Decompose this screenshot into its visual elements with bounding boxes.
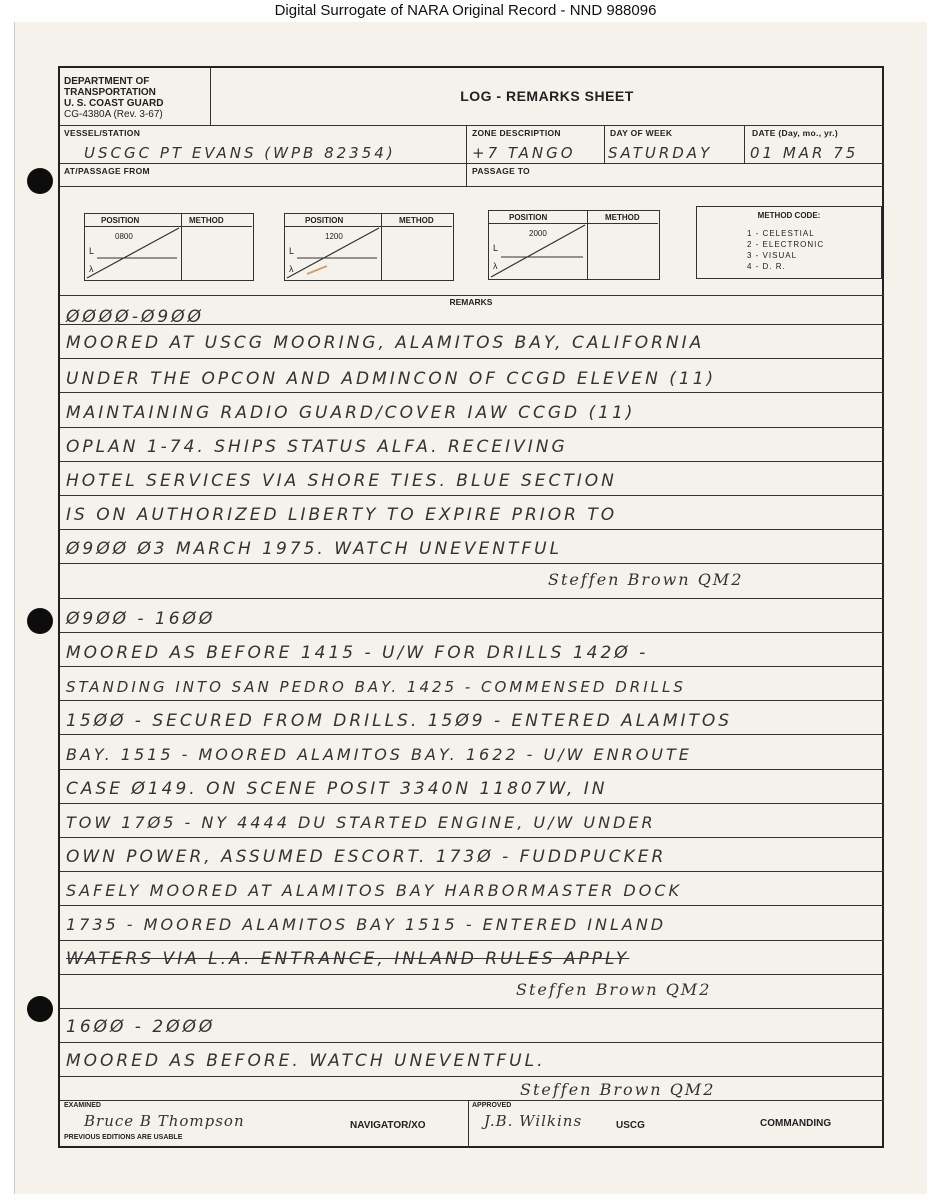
remarks-line: Ø9ØØ Ø3 MARCH 1975. WATCH UNEVENTFUL (66, 539, 563, 559)
binder-hole (27, 608, 53, 634)
longitude-mark: λ (493, 261, 498, 271)
remarks-line: 1735 - MOORED ALAMITOS BAY 1515 - ENTERED INLAND (66, 915, 667, 934)
position-diagonal (489, 223, 587, 279)
remarks-line: STANDING INTO SAN PEDRO BAY. 1425 - COMMENSED DRILLS (66, 678, 686, 696)
ruled-line (60, 700, 884, 701)
zone-value: +7 TANGO (472, 144, 576, 162)
longitude-mark: λ (289, 264, 294, 274)
sheet-title: LOG - REMARKS SHEET (460, 88, 634, 104)
ruled-line (60, 905, 884, 906)
ruled-line (60, 529, 884, 530)
method-code-item: 2 - ELECTRONIC (747, 240, 825, 249)
position-box-1200 (284, 213, 454, 281)
ruled-line (60, 358, 884, 359)
remarks-line: MOORED AS BEFORE. WATCH UNEVENTFUL. (66, 1051, 546, 1071)
position-diagonal (85, 226, 181, 280)
method-label: METHOD (605, 213, 640, 222)
method-code-item: 3 - VISUAL (747, 251, 798, 260)
ruled-line (60, 563, 884, 564)
day-label: DAY OF WEEK (610, 128, 673, 138)
ruled-line (60, 871, 884, 872)
remarks-line: OWN POWER, ASSUMED ESCORT. 173Ø - FUDDPUCKER (66, 847, 667, 867)
ruled-line (60, 769, 884, 770)
binder-hole (27, 996, 53, 1022)
approver-signature: J.B. Wilkins (484, 1112, 583, 1130)
remarks-line: MAINTAINING RADIO GUARD/COVER IAW CCGD (11) (66, 403, 636, 423)
longitude-mark: λ (89, 264, 94, 274)
method-label: METHOD (399, 216, 434, 225)
remarks-line: MOORED AT USCG MOORING, ALAMITOS BAY, CALIFORNIA (66, 333, 705, 353)
ruled-line (60, 666, 884, 667)
ruled-line (60, 632, 884, 633)
method-code-item: 4 - D. R. (747, 262, 786, 271)
examined-label: EXAMINED (64, 1102, 101, 1109)
remarks-line: Ø9ØØ - 16ØØ (66, 609, 216, 629)
method-code-item: 1 - CELESTIAL (747, 229, 815, 238)
vessel-value: USCGC PT EVANS (WPB 82354) (84, 144, 396, 162)
remarks-line: SAFELY MOORED AT ALAMITOS BAY HARBORMASTER DOCK (66, 881, 682, 900)
remarks-line: BAY. 1515 - MOORED ALAMITOS BAY. 1622 - U/W ENROUTE (66, 745, 692, 764)
ruled-line (60, 598, 884, 599)
method-code-legend (696, 206, 882, 279)
remarks-line: 15ØØ - SECURED FROM DRILLS. 15Ø9 - ENTERED ALAMITOS (66, 711, 733, 731)
agency-line: TRANSPORTATION (64, 87, 156, 98)
watch-officer-signature: Steffen Brown QM2 (548, 570, 744, 589)
date-value: 01 MAR 75 (750, 144, 859, 162)
passage-to-label: PASSAGE TO (472, 166, 530, 176)
navigator-xo-label: NAVIGATOR/XO (350, 1120, 426, 1131)
remarks-line: UNDER THE OPCON AND ADMINCON OF CCGD ELEVEN (11) (66, 369, 717, 389)
remarks-line: TOW 17Ø5 - NY 4444 DU STARTED ENGINE, U/W UNDER (66, 813, 656, 832)
remarks-line: OPLAN 1-74. SHIPS STATUS ALFA. RECEIVING (66, 437, 568, 457)
agency-line: U. S. COAST GUARD (64, 98, 164, 109)
ruled-line (60, 734, 884, 735)
day-value: SATURDAY (608, 144, 713, 162)
remarks-label: REMARKS (449, 297, 493, 307)
remarks-line: ØØØØ-Ø9ØØ (66, 307, 204, 327)
nara-banner: Digital Surrogate of NARA Original Record - NND 988096 (274, 2, 657, 19)
position-box-0800 (84, 213, 254, 281)
ruled-line (60, 837, 884, 838)
method-code-title: METHOD CODE: (757, 211, 821, 220)
method-label: METHOD (189, 216, 224, 225)
ruled-line (60, 461, 884, 462)
agency-line: DEPARTMENT OF (64, 76, 150, 87)
examiner-signature: Bruce B Thompson (84, 1112, 245, 1130)
binder-hole (27, 168, 53, 194)
position-label: POSITION (101, 216, 140, 225)
position-time: 2000 (529, 229, 547, 238)
latitude-mark: L (289, 246, 295, 256)
latitude-mark: L (89, 246, 95, 256)
position-time: 1200 (325, 232, 343, 241)
ruled-line (60, 495, 884, 496)
remarks-line: MOORED AS BEFORE 1415 - U/W FOR DRILLS 142Ø - (66, 643, 649, 663)
remarks-line-struck: WATERS VIA L.A. ENTRANCE, INLAND RULES APPLY (66, 949, 630, 969)
ruled-line (60, 1076, 884, 1077)
ruled-line (60, 940, 884, 941)
log-remarks-form (58, 66, 884, 1148)
position-box-2000 (488, 210, 660, 280)
position-label: POSITION (509, 213, 548, 222)
ruled-line (60, 1008, 884, 1009)
remarks-line: IS ON AUTHORIZED LIBERTY TO EXPIRE PRIOR TO (66, 505, 618, 525)
ruled-line (60, 427, 884, 428)
vessel-label: VESSEL/STATION (64, 128, 141, 138)
previous-editions-note: PREVIOUS EDITIONS ARE USABLE (64, 1134, 183, 1141)
ruled-line (60, 392, 884, 393)
position-diagonal (285, 226, 381, 280)
watch-officer-signature: Steffen Brown QM2 (520, 1080, 716, 1099)
ruled-line (60, 974, 884, 975)
ruled-line (60, 803, 884, 804)
watch-officer-signature: Steffen Brown QM2 (516, 980, 712, 999)
approved-label: APPROVED (472, 1102, 512, 1109)
remarks-line: HOTEL SERVICES VIA SHORE TIES. BLUE SECTION (66, 471, 617, 491)
position-label: POSITION (305, 216, 344, 225)
at-passage-from-label: AT/PASSAGE FROM (64, 166, 150, 176)
uscg-label: USCG (616, 1120, 645, 1131)
latitude-mark: L (493, 243, 499, 253)
zone-label: ZONE DESCRIPTION (472, 128, 561, 138)
remarks-line: 16ØØ - 2ØØØ (66, 1017, 216, 1037)
ruled-line (60, 1042, 884, 1043)
commanding-label: COMMANDING (760, 1118, 832, 1129)
date-label: DATE (Day, mo., yr.) (752, 128, 838, 138)
agency-block (64, 76, 163, 120)
position-time: 0800 (115, 232, 133, 241)
form-number: CG-4380A (Rev. 3-67) (64, 109, 163, 120)
remarks-line: CASE Ø149. ON SCENE POSIT 3340N 11807W, IN (66, 779, 608, 799)
